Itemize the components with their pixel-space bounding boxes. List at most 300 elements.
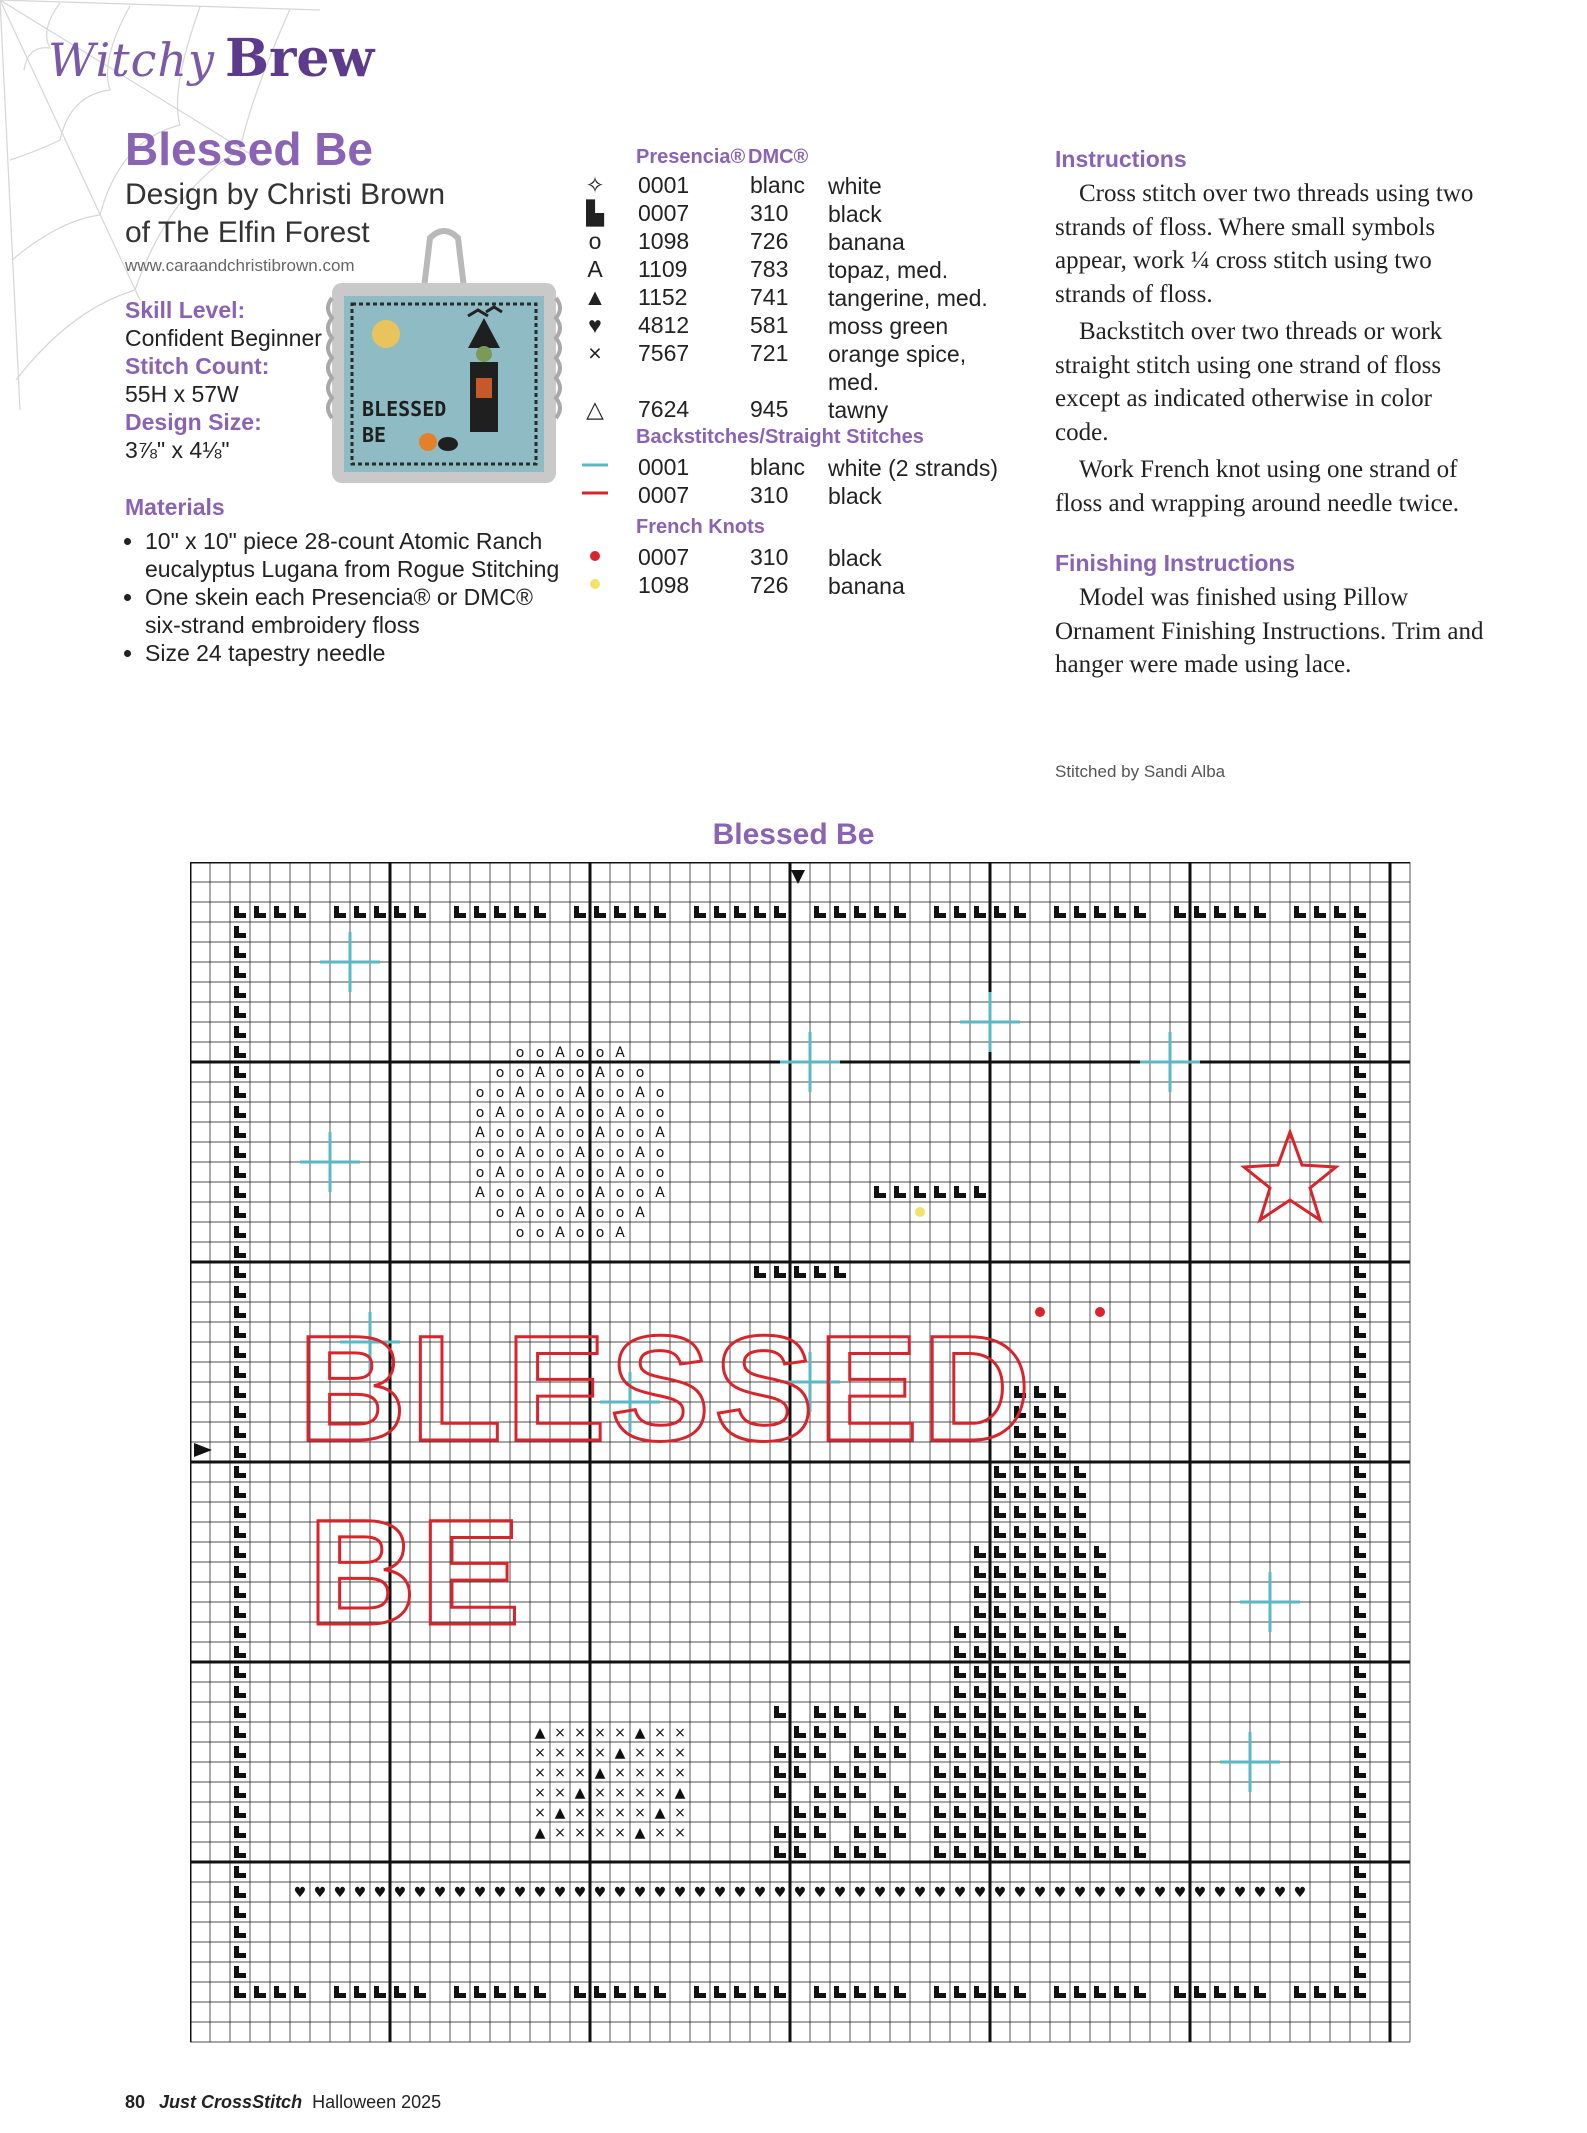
key-row (580, 544, 1040, 572)
stitch-symbol (1014, 1666, 1026, 1678)
stitch-symbol (1354, 1386, 1366, 1398)
stitched-by-credit: Stitched by Sandi Alba (1055, 762, 1226, 781)
stitch-symbol (974, 1646, 986, 1658)
stitch-symbol (834, 906, 846, 918)
stitch-symbol: ♥ (793, 1885, 807, 1901)
stitch-symbol: ▲ (574, 1785, 586, 1801)
stitch-symbol (894, 906, 906, 918)
stitch-symbol (334, 1986, 346, 1998)
instructions-label: Instructions (1055, 146, 1187, 172)
stitch-symbol: × (674, 1805, 686, 1821)
stitch-symbol (934, 1826, 946, 1838)
stitch-symbol (774, 1786, 786, 1798)
stitch-symbol (974, 1706, 986, 1718)
stitch-symbol: A (615, 1045, 625, 1061)
stitch-symbol (1354, 1866, 1366, 1878)
stitch-symbol (1354, 1346, 1366, 1358)
stitch-symbol: ♥ (853, 1885, 867, 1901)
stitch-symbol (694, 1986, 706, 1998)
stitch-symbol (414, 1986, 426, 1998)
stitch-symbol: o (655, 1105, 665, 1121)
stitch-symbol (954, 1686, 966, 1698)
stitch-symbol (854, 1826, 866, 1838)
stitch-symbol: ♥ (833, 1885, 847, 1901)
stitch-symbol: A (555, 1165, 565, 1181)
stitch-symbol: o (595, 1085, 605, 1101)
stitch-symbol (1094, 1686, 1106, 1698)
stitch-symbol (734, 906, 746, 918)
stitch-symbol (954, 1806, 966, 1818)
key-presencia: 1098 (638, 572, 690, 598)
key-symbol-icon: ♥ (588, 312, 602, 338)
stitch-symbol (1034, 1406, 1046, 1418)
key-symbol-icon: ▙ (586, 200, 604, 226)
stitch-symbol: × (534, 1765, 546, 1781)
stitch-symbol (1094, 1786, 1106, 1798)
stitch-symbol (634, 906, 646, 918)
stitch-symbol: × (594, 1785, 606, 1801)
stitch-symbol (1314, 1986, 1326, 1998)
stitch-symbol (1334, 906, 1346, 918)
stitch-symbol (1174, 1986, 1186, 1998)
stitch-symbol: ▲ (554, 1805, 566, 1821)
key-dmc: 310 (750, 482, 789, 508)
stitch-symbol (1354, 1646, 1366, 1658)
stitch-symbol (1134, 1706, 1146, 1718)
stitch-symbol: A (515, 1085, 525, 1101)
key-color: white (2 strands) (828, 455, 999, 481)
stitch-symbol (934, 1786, 946, 1798)
key-color: tawny (828, 397, 889, 423)
instructions-p3: Work French knot using one strand of floss and wrapping around needle twice. (1055, 456, 1460, 517)
key-presencia: 1152 (638, 284, 688, 310)
stitch-symbol: o (575, 1045, 585, 1061)
designer-line1: Design by Christi Brown (125, 178, 446, 211)
stitch-symbol (234, 1706, 246, 1718)
key-color: tangerine, med. (828, 285, 988, 311)
stitch-symbol (1114, 1786, 1126, 1798)
stitch-symbol (1094, 1766, 1106, 1778)
stitch-symbol: o (495, 1185, 505, 1201)
stitch-symbol (1054, 1826, 1066, 1838)
stitch-symbol (1094, 1626, 1106, 1638)
stitch-symbol (854, 1986, 866, 1998)
stitch-symbol: o (495, 1205, 505, 1221)
skill-value: Confident Beginner (125, 325, 322, 351)
stitch-symbol (234, 1546, 246, 1558)
stitch-symbol (794, 1726, 806, 1738)
stitch-symbol: ▲ (674, 1785, 686, 1801)
stitch-symbol (1314, 906, 1326, 918)
website-link[interactable]: www.caraandchristibrown.com (125, 256, 355, 275)
stitch-symbol (574, 1986, 586, 1998)
stitch-symbol (1114, 1826, 1126, 1838)
stitch-symbol: × (654, 1785, 666, 1801)
stitch-symbol: o (615, 1145, 625, 1161)
stitch-symbol (274, 1986, 286, 1998)
stitch-symbol (1034, 1546, 1046, 1558)
stitch-symbol (794, 1746, 806, 1758)
stitch-symbol: × (594, 1725, 606, 1741)
stitch-symbol (1054, 1406, 1066, 1418)
stitch-symbol (1034, 1606, 1046, 1618)
stitch-symbol (974, 1566, 986, 1578)
stitch-symbol (974, 1826, 986, 1838)
stitch-symbol: A (535, 1185, 545, 1201)
stitch-symbol: A (555, 1225, 565, 1241)
stitch-symbol: × (554, 1745, 566, 1761)
stitch-symbol: o (535, 1165, 545, 1181)
stitch-symbol: × (554, 1785, 566, 1801)
stitch-symbol (774, 1266, 786, 1278)
stitch-symbol: o (475, 1165, 485, 1181)
stitch-symbol (994, 1846, 1006, 1858)
key-row (580, 454, 1040, 482)
key-presencia: 7567 (638, 340, 690, 366)
stitch-symbol: o (615, 1125, 625, 1141)
stitch-symbol: A (555, 1105, 565, 1121)
stitch-symbol (234, 1266, 246, 1278)
key-symbol-icon: ▲ (583, 284, 607, 310)
stitch-symbol: o (575, 1125, 585, 1141)
color-key (580, 146, 1040, 600)
key-header-dmc: DMC® (748, 146, 809, 168)
stitch-symbol (934, 1706, 946, 1718)
stitch-symbol: o (635, 1065, 645, 1081)
stitch-symbol (1354, 1426, 1366, 1438)
key-dmc: 945 (750, 396, 789, 422)
stitch-symbol (1354, 1686, 1366, 1698)
stitch-symbol: ♥ (1193, 1885, 1207, 1901)
stitch-symbol: o (595, 1145, 605, 1161)
key-row (580, 572, 1040, 600)
stitch-symbol: A (575, 1205, 585, 1221)
stitch-symbol (714, 1986, 726, 1998)
stitch-symbol: o (535, 1045, 545, 1061)
key-dmc: 721 (750, 340, 789, 366)
stitch-symbol (1354, 1886, 1366, 1898)
stitch-symbol (1014, 1526, 1026, 1538)
stitch-symbol (1054, 1426, 1066, 1438)
stitch-symbol: ♥ (713, 1885, 727, 1901)
stitch-symbol: ♥ (353, 1885, 367, 1901)
stitch-symbol (1094, 1826, 1106, 1838)
stitch-symbol: ♥ (293, 1885, 307, 1901)
stitch-symbol (1354, 1286, 1366, 1298)
stitch-symbol: A (555, 1045, 565, 1061)
stitch-symbol (654, 906, 666, 918)
stitch-symbol (534, 1986, 546, 1998)
stitch-symbol (1114, 1706, 1126, 1718)
stitch-symbol (234, 1326, 246, 1338)
stitch-symbol (294, 1986, 306, 1998)
stitch-symbol: o (515, 1045, 525, 1061)
stitch-symbol (294, 906, 306, 918)
stitch-symbol (1094, 1846, 1106, 1858)
stitch-symbol: ▲ (534, 1825, 546, 1841)
stitch-symbol: × (674, 1745, 686, 1761)
stitch-symbol (354, 1986, 366, 1998)
stitch-symbol (1354, 1586, 1366, 1598)
stitch-symbol (1074, 1486, 1086, 1498)
key-symbol-icon: o (588, 228, 602, 254)
stitch-symbol (834, 1266, 846, 1278)
stitch-symbol: × (594, 1825, 606, 1841)
stitch-symbol (234, 1926, 246, 1938)
stitch-symbol: × (654, 1825, 666, 1841)
stitch-symbol: o (595, 1225, 605, 1241)
stitch-symbol (234, 1786, 246, 1798)
stitch-symbol (234, 1606, 246, 1618)
stitch-symbol (234, 1106, 246, 1118)
page-title: Blessed Be (125, 123, 374, 175)
stitch-symbol (1114, 1766, 1126, 1778)
stitch-symbol (1174, 906, 1186, 918)
stitch-symbol: A (495, 1105, 505, 1121)
stitch-symbol (1014, 1486, 1026, 1498)
stitch-symbol (1034, 1586, 1046, 1598)
stitch-symbol (1074, 1466, 1086, 1478)
stitch-symbol (954, 1846, 966, 1858)
stitch-symbol: ♥ (973, 1885, 987, 1901)
stitch-symbol (414, 906, 426, 918)
stitch-symbol (334, 906, 346, 918)
stitch-symbol: ♥ (773, 1885, 787, 1901)
stitch-symbol: ♥ (553, 1885, 567, 1901)
chart-word-be: BE (308, 1488, 525, 1656)
stitch-symbol: o (595, 1165, 605, 1181)
stitch-symbol (234, 1186, 246, 1198)
stitch-symbol: A (635, 1205, 645, 1221)
stitch-symbol (1094, 1646, 1106, 1658)
stitch-symbol (1074, 1786, 1086, 1798)
stitch-symbol: o (575, 1185, 585, 1201)
materials-item: • 10" x 10" piece 28-count Atomic Ranch eucalyptus Lugana from Rogue Stitching (145, 527, 565, 583)
stitch-symbol (814, 1266, 826, 1278)
stitch-symbol (234, 1886, 246, 1898)
stitch-symbol: o (575, 1165, 585, 1181)
stitch-symbol (1054, 1846, 1066, 1858)
stitch-symbol: o (615, 1205, 625, 1221)
stitch-symbol: o (555, 1145, 565, 1161)
stitch-symbol (994, 1726, 1006, 1738)
stitch-symbol (1034, 1526, 1046, 1538)
stitch-symbol (234, 1286, 246, 1298)
stitch-symbol: o (535, 1145, 545, 1161)
stitch-symbol (994, 1646, 1006, 1658)
stitch-symbol (1074, 1566, 1086, 1578)
stitch-symbol (954, 1186, 966, 1198)
stitch-symbol (1014, 1786, 1026, 1798)
cross-stitch-key (580, 172, 1040, 424)
stitch-symbol (234, 1826, 246, 1838)
stitch-symbol: ▲ (594, 1765, 606, 1781)
stitch-symbol: A (615, 1105, 625, 1121)
stitch-symbol (654, 1986, 666, 1998)
stitch-symbol (1094, 1806, 1106, 1818)
stitch-symbol: × (574, 1805, 586, 1821)
stitch-symbol (1294, 906, 1306, 918)
stitch-symbol (974, 1846, 986, 1858)
key-presencia: 0001 (638, 172, 690, 198)
stitch-symbol (994, 1746, 1006, 1758)
stitch-symbol (234, 1406, 246, 1418)
stitch-symbol (234, 1346, 246, 1358)
stitch-symbol (974, 1986, 986, 1998)
materials-list (125, 527, 565, 667)
stitch-symbol (514, 1986, 526, 1998)
stitch-symbol: ♥ (673, 1885, 687, 1901)
french-knot-dot (1095, 1307, 1105, 1317)
stitch-symbol (994, 1826, 1006, 1838)
stitch-symbol (934, 1986, 946, 1998)
stitch-symbol (1234, 1986, 1246, 1998)
stitch-symbol (814, 1786, 826, 1798)
stitch-symbol (974, 1606, 986, 1618)
stitch-symbol (894, 1786, 906, 1798)
stitch-symbol: × (614, 1805, 626, 1821)
stitch-symbol (894, 1746, 906, 1758)
stitch-symbol (1354, 1546, 1366, 1558)
stitch-symbol (874, 1746, 886, 1758)
stitch-symbol (234, 1446, 246, 1458)
stitch-symbol: × (534, 1805, 546, 1821)
stitch-symbol (1034, 1666, 1046, 1678)
stitch-symbol (954, 1666, 966, 1678)
stitch-symbol (1354, 1706, 1366, 1718)
stitch-symbol (1054, 1446, 1066, 1458)
stitch-symbol (474, 1986, 486, 1998)
stitch-symbol (1034, 1806, 1046, 1818)
stitch-symbol: × (654, 1725, 666, 1741)
stitch-symbol (1034, 1446, 1046, 1458)
key-dmc: blanc (750, 454, 805, 480)
stitch-symbol: × (574, 1765, 586, 1781)
stitch-symbol (1074, 1986, 1086, 1998)
stitch-symbol (1354, 1106, 1366, 1118)
magazine-name: Just CrossStitch (159, 2092, 303, 2112)
chart-left-center-arrow (194, 1443, 212, 1457)
stitch-symbol (454, 1986, 466, 1998)
stitch-symbol (954, 1786, 966, 1798)
stitch-symbol (774, 1766, 786, 1778)
stitch-symbol (1034, 1786, 1046, 1798)
stitch-symbol (874, 1726, 886, 1738)
stitch-symbol: ♥ (1093, 1885, 1107, 1901)
stitch-symbol (1354, 1846, 1366, 1858)
stitch-symbol (774, 1706, 786, 1718)
stitch-symbol: × (534, 1745, 546, 1761)
stitch-symbol (814, 1826, 826, 1838)
stitch-symbol (954, 1746, 966, 1758)
stitch-symbol (994, 906, 1006, 918)
materials-item: • Size 24 tapestry needle (145, 639, 565, 667)
stitch-symbol (834, 1766, 846, 1778)
stitch-symbol: A (475, 1125, 485, 1141)
key-color: black (828, 201, 882, 227)
stitch-symbol (234, 1746, 246, 1758)
stitch-symbol (1354, 1186, 1366, 1198)
stitch-symbol (1054, 1526, 1066, 1538)
french-knot-dot (1035, 1307, 1045, 1317)
key-row (580, 396, 1040, 424)
stitch-symbol: × (574, 1745, 586, 1761)
stitch-symbol (954, 1986, 966, 1998)
stitch-symbol (234, 1766, 246, 1778)
stitch-symbol (594, 906, 606, 918)
stitch-symbol (834, 1806, 846, 1818)
stitch-symbol (494, 906, 506, 918)
stitch-symbol: A (635, 1145, 645, 1161)
stitch-symbol: ♥ (573, 1885, 587, 1901)
stitch-symbol (934, 1766, 946, 1778)
stitch-symbol (1254, 906, 1266, 918)
stitch-symbol (1074, 1846, 1086, 1858)
stitch-symbol (974, 1686, 986, 1698)
stitch-symbol (234, 926, 246, 938)
chart-title: Blessed Be (712, 818, 875, 851)
stitch-symbol: ♥ (993, 1885, 1007, 1901)
stitch-symbol (974, 1586, 986, 1598)
stitch-symbol (994, 1986, 1006, 1998)
project-specs (125, 296, 322, 464)
twinkle-star-icon (1220, 1732, 1280, 1792)
stitch-symbol (854, 1786, 866, 1798)
stitch-symbol: × (634, 1765, 646, 1781)
instructions-section (1055, 146, 1485, 682)
stitch-symbol: o (495, 1085, 505, 1101)
stitch-symbol (1354, 1606, 1366, 1618)
stitch-symbol: o (515, 1225, 525, 1241)
key-color: banana (828, 229, 905, 255)
stitch-symbol: o (635, 1125, 645, 1141)
stitch-symbol (1074, 906, 1086, 918)
stitch-symbol (814, 1806, 826, 1818)
stitch-symbol (1054, 906, 1066, 918)
stitch-symbol: A (595, 1065, 605, 1081)
stitch-symbol (1354, 946, 1366, 958)
stitch-symbol (1354, 1146, 1366, 1158)
stitch-symbol (1014, 906, 1026, 918)
stitch-symbol (234, 1846, 246, 1858)
stitch-symbol: × (634, 1785, 646, 1801)
stitch-symbol (494, 1986, 506, 1998)
stitch-symbol: o (655, 1165, 665, 1181)
stitch-symbol: A (475, 1185, 485, 1201)
stitch-symbol (594, 1986, 606, 1998)
stitch-symbol (954, 1706, 966, 1718)
backstitch-label: Backstitches/Straight Stitches (636, 426, 924, 448)
stitch-symbol (1354, 1206, 1366, 1218)
chart-word-blessed: BLESSED (298, 1304, 1035, 1472)
stitch-symbol (1354, 1506, 1366, 1518)
stitch-symbol (974, 1786, 986, 1798)
stitch-symbol (1054, 1646, 1066, 1658)
stitch-symbol (1354, 1906, 1366, 1918)
stitch-symbol (234, 1986, 246, 1998)
stitch-symbol: o (515, 1165, 525, 1181)
stitch-symbol: o (575, 1225, 585, 1241)
stitch-symbol (734, 1986, 746, 1998)
stitch-symbol: o (595, 1045, 605, 1061)
stitch-symbol (814, 1986, 826, 1998)
stitch-symbol (1114, 1726, 1126, 1738)
stitch-symbol (234, 946, 246, 958)
stitch-symbol: ♥ (593, 1885, 607, 1901)
stitch-symbol (1114, 1846, 1126, 1858)
stitch-symbol (874, 1986, 886, 1998)
stitch-symbol (1074, 1826, 1086, 1838)
